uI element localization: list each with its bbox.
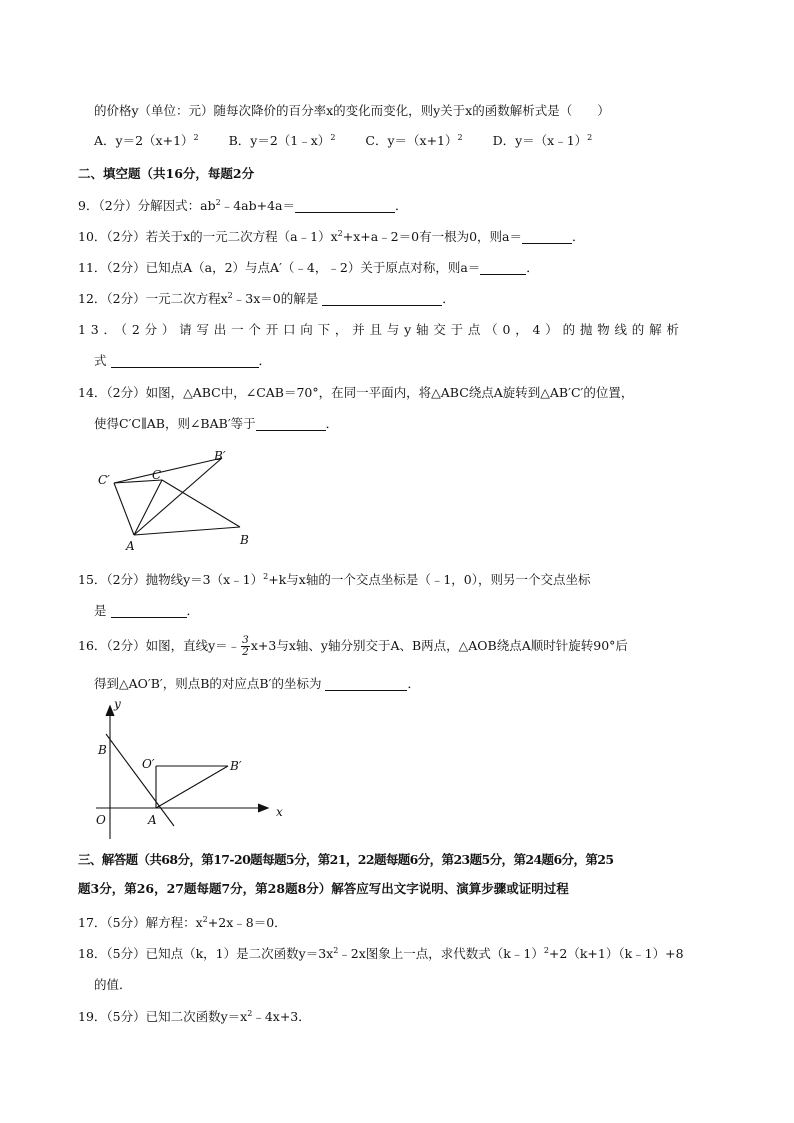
section3-line1: 三、解答题（共68分，第17-20题每题5分，第21，22题每题6分，第23题5分，第24题6分，第25 — [78, 852, 614, 867]
section3-line2: 题3分，第26，27题每题7分，第28题8分）解答应写出文字说明、演算步骤或证明过程 — [78, 881, 569, 896]
q16-label-a: A — [148, 813, 157, 827]
q19: 19．（5分）已知二次函数$y=x^2﹣4x+3$． — [78, 1009, 311, 1024]
q15-line2: 是 ． — [94, 603, 200, 618]
q11: 11．（2分）已知点A（a，2）与点A′（﹣4，﹣2）关于原点对称，则a＝ ． — [78, 260, 539, 275]
q13-line2: 式 ． — [94, 353, 272, 368]
q9-answer-blank[interactable] — [295, 199, 395, 213]
section2-title: 二、填空题（共16分，每题2分 — [78, 166, 255, 181]
q16-line1: 16．（2分）如图，直线y＝﹣ $\frac{3}{2}$ x+3与x轴、y轴分别交于A、B两点，△AOB绕点A顺时针旋转90°后 — [78, 634, 628, 658]
q16-label-b-prime: B′ — [230, 759, 242, 773]
q8-option-a[interactable]: A．$y=2(x+1)^2$ — [94, 133, 199, 148]
q15-answer-blank[interactable] — [111, 604, 187, 618]
q16-label-x: x — [276, 805, 283, 819]
q16-figure — [88, 696, 298, 846]
q12-answer-blank[interactable] — [322, 292, 442, 306]
q10-answer-blank[interactable] — [522, 230, 572, 244]
q8-option-d[interactable]: D．y＝（x﹣1）$^2$ — [492, 133, 593, 148]
q13-answer-blank[interactable] — [111, 354, 259, 368]
q14-label-c: C — [152, 468, 162, 482]
q14-answer-blank[interactable] — [256, 417, 326, 431]
q8-option-b[interactable]: B．y＝2（1﹣x）$^2$ — [228, 133, 336, 148]
q18-line2: 的值． — [94, 977, 132, 992]
q14-label-b-prime: B′ — [214, 449, 226, 463]
q14-line1: 14．（2分）如图，△ABC中，∠CAB＝70°，在同一平面内，将△ABC绕点A旋转到△AB′C′的位置， — [78, 385, 634, 400]
q16-answer-blank[interactable] — [325, 677, 407, 691]
q12: 12．（2分）一元二次方程$x^2﹣3x=0$的解是 ． — [78, 291, 455, 306]
q18-line1: 18．（5分）已知点（k，1）是二次函数$y=3x^2﹣2x$图象上一点，求代数式（k﹣1）$^2$+2（k+1）（k﹣1）+8 — [78, 946, 684, 961]
q15-line1: 15．（2分）抛物线y＝3（x﹣1）$^2$+k与x轴的一个交点坐标是（﹣1，0），则另一个交点坐标 — [78, 572, 591, 587]
q8-options — [94, 131, 618, 151]
q16-line2: 得到△AO′B′，则点B的对应点B′的坐标为 ． — [94, 676, 420, 691]
q14-label-c-prime: C′ — [98, 473, 110, 487]
q16-label-o-prime: O′ — [142, 757, 155, 771]
q14-line2: 使得C′C∥AB，则∠BAB′等于 ． — [94, 416, 339, 431]
q11-answer-blank[interactable] — [480, 261, 526, 275]
q8-option-c[interactable]: C．$y=(x+1)^2$ — [365, 133, 463, 148]
q16-fraction: $\frac{3}{2}$ — [242, 634, 249, 658]
q14-label-b: B — [240, 533, 249, 547]
q14-figure — [92, 446, 262, 556]
q14-label-a: A — [126, 539, 135, 553]
q13-line1: 13．（2分）请写出一个开口向下，并且与y轴交于点（0，4）的抛物线的解析 — [78, 322, 684, 337]
q10: 10．（2分）若关于x的一元二次方程$(a﹣1)x^2+x+a﹣2=0$有一根为0，则a＝ ． — [78, 229, 585, 244]
q8-line1: 的价格y（单位：元）随每次降价的百分率x的变化而变化，则y关于x的函数解析式是（ ） — [94, 103, 610, 118]
q16-label-b: B — [98, 743, 107, 757]
q17: 17．（5分）解方程：$x^2+2x﹣8=0$． — [78, 915, 287, 930]
q9: 9．（2分）分解因式：$ab^2﹣4ab+4a=$ ． — [78, 198, 408, 213]
q16-label-y: y — [114, 697, 121, 711]
q16-label-o: O — [96, 813, 106, 827]
